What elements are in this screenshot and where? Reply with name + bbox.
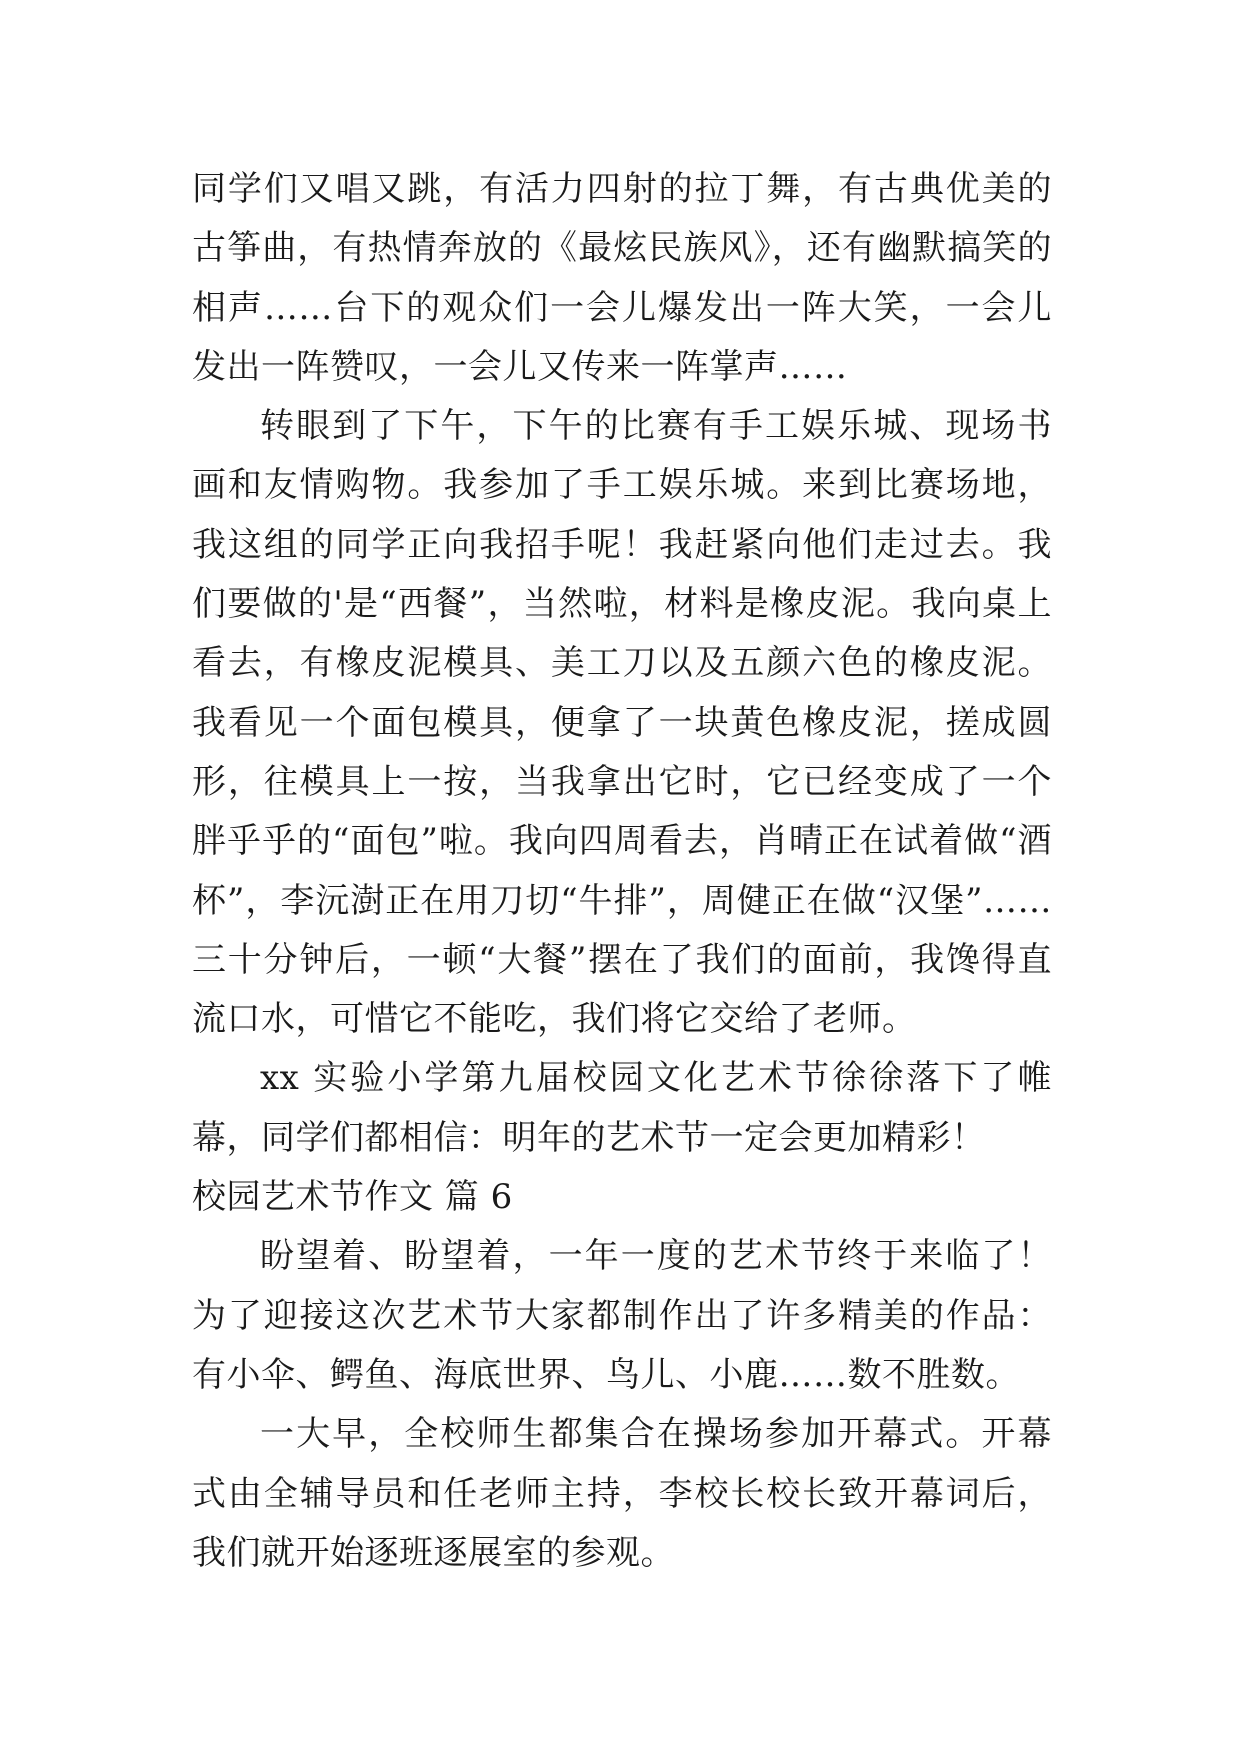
paragraph-closing: xx 实验小学第九届校园文化艺术节徐徐落下了帷幕，同学们都相信：明年的艺术节一定会更加精彩！ [192, 1058, 1052, 1158]
paragraph-opening-ceremony: 一大早，全校师生都集合在操场参加开幕式。开幕式由全辅导员和任老师主持，李校长校长致开幕词后，我们就开始逐班逐展室的参观。 [192, 1414, 1052, 1573]
paragraph-afternoon-crafts: 转眼到了下午，下午的比赛有手工娱乐城、现场书画和友情购物。我参加了手工娱乐城。来到比赛场地，我这组的同学正向我招手呢！我赶紧向他们走过去。我们要做的'是“西餐”，当然啦，材料是橡皮泥。我向桌上看去，有橡皮泥模具、美工刀以及五颜六色的橡皮泥。我看见一个面包模具，便拿了一块黄色橡皮泥，搓成圆形，往模具上一按，当我拿出它时，它已经变成了一个胖乎乎的“面包”啦。我向四周看去，肖晴正在试着做“酒杯”，李沅澍正在用刀切“牛排”，周健正在做“汉堡”……三十分钟后，一顿“大餐”摆在了我们的面前，我馋得直流口水，可惜它不能吃，我们将它交给了老师。 [192, 406, 1052, 1040]
document-body [192, 160, 1052, 1583]
paragraph-anticipation: 盼望着、盼望着，一年一度的艺术节终于来临了！为了迎接这次艺术节大家都制作出了许多精美的作品：有小伞、鳄鱼、海底世界、鸟儿、小鹿……数不胜数。 [192, 1236, 1052, 1395]
essay-heading: 校园艺术节作文 篇 6 [192, 1177, 513, 1218]
paragraph-performances: 同学们又唱又跳，有活力四射的拉丁舞，有古典优美的古筝曲，有热情奔放的《最炫民族风》，还有幽默搞笑的相声……台下的观众们一会儿爆发出一阵大笑，一会儿发出一阵赞叹，一会儿又传来一阵掌声…… [192, 169, 1052, 387]
